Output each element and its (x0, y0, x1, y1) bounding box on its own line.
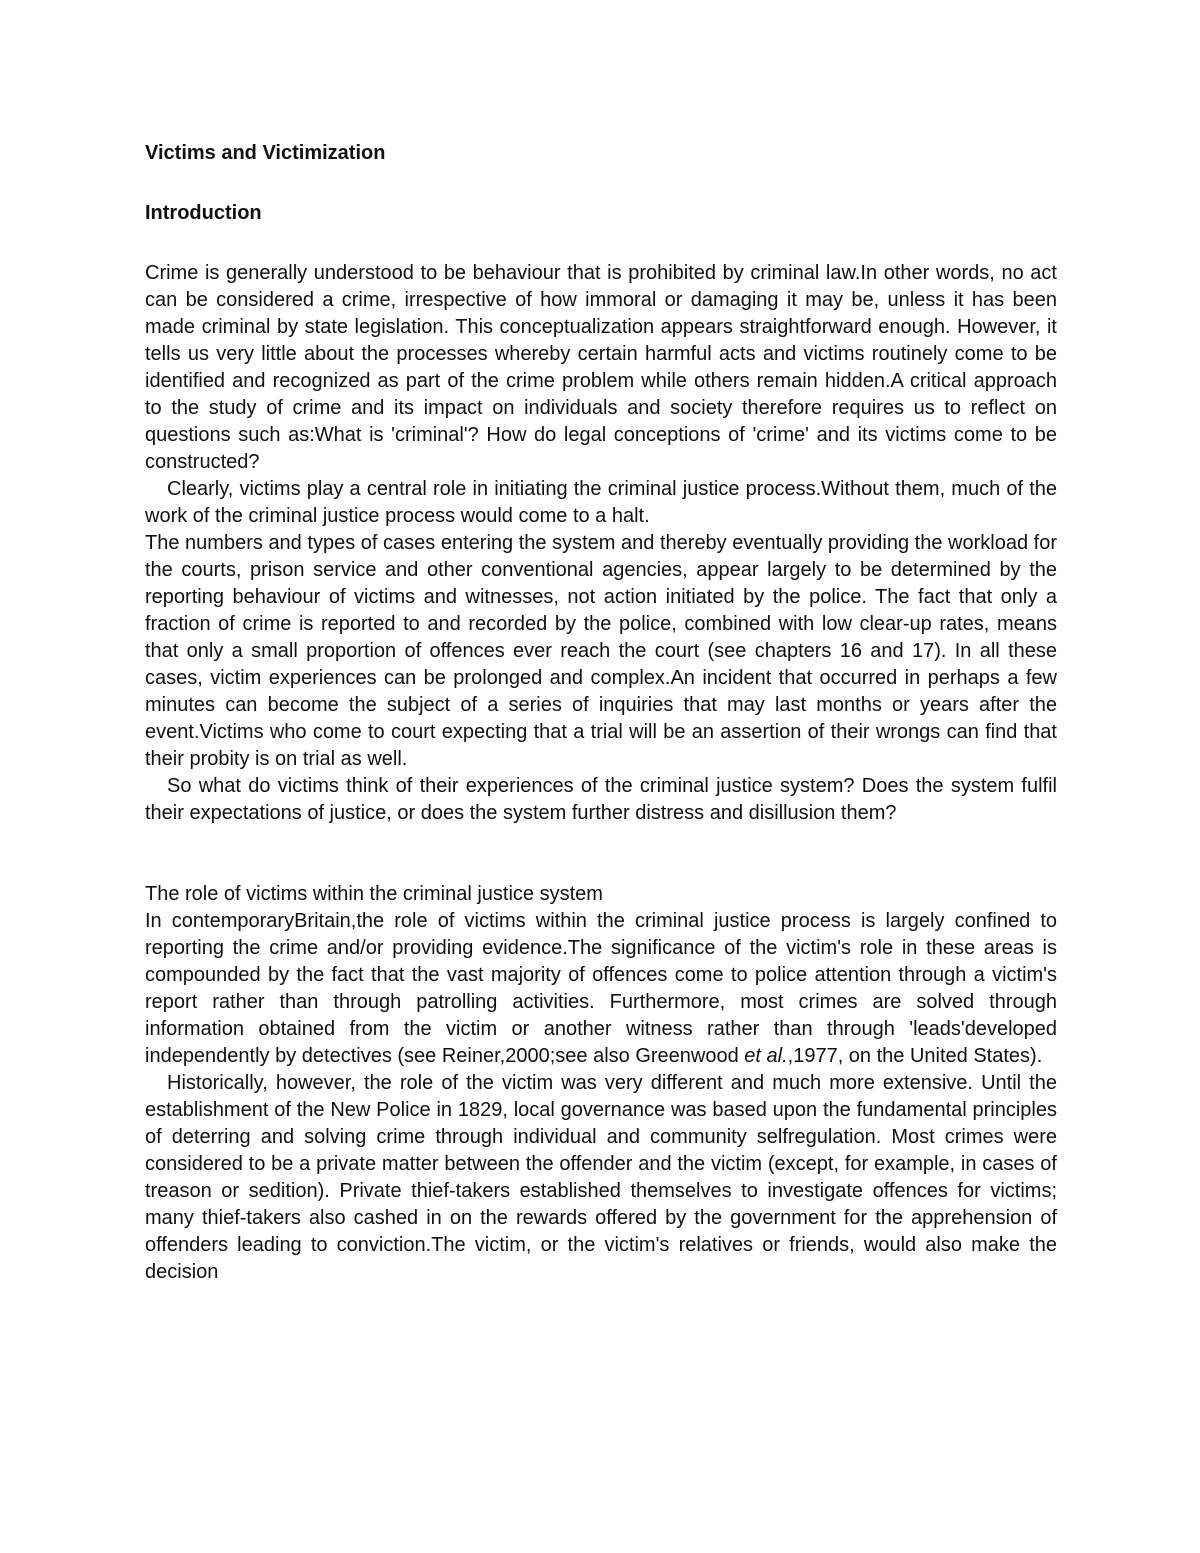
document-title: Victims and Victimization (145, 142, 386, 164)
document-page (145, 140, 1057, 1286)
role-paragraph-1-text: In contemporaryBritain,the role of victims within the criminal justice process is largely confined to reporting the crime and/or providing evidence.The significance of the victim's role in these areas is compounded by the fact that the vast majority of offences come to police attention through a victim's report rather than through patrolling activities. Furthermore, most crimes are solved through information obtained from the victim or another witness rather than through 'leads'developed independently by detectives (see Reiner,2000;see also Greenwood (145, 910, 1057, 1067)
section-spacer (145, 827, 1057, 881)
role-paragraph-1-citation-end: ,1977, on the United States). (787, 1045, 1043, 1067)
role-of-victims-heading: The role of victims within the criminal justice system (145, 883, 603, 905)
intro-paragraph-1: Crime is generally understood to be behaviour that is prohibited by criminal law.In other words, no act can be considered a crime, irrespective of how immoral or damaging it may be, unless it has been made criminal by state legislation. This conceptualization appears straightforward enough. However, it tells us very little about the processes whereby certain harmful acts and victims routinely come to be identified and recognized as part of the crime problem while others remain hidden.A critical approach to the study of crime and its impact on individuals and society therefore requires us to reflect on questions such as:What is 'criminal'? How do legal conceptions of 'crime' and its victims come to be constructed? (145, 262, 1057, 473)
citation-et-al: et al. (744, 1045, 788, 1067)
intro-paragraph-4: So what do victims think of their experiences of the criminal justice system? Does the system fulfil their expectations of justice, or does the system further distress and disillusion them? (145, 775, 1057, 824)
intro-paragraph-2: Clearly, victims play a central role in initiating the criminal justice process.Without them, much of the work of the criminal justice process would come to a halt. (145, 478, 1057, 527)
role-paragraph-1 (145, 908, 1057, 1070)
role-paragraph-2: Historically, however, the role of the victim was very different and much more extensive. Until the establishment of the New Police in 1829, local governance was based upon the fundamental principles of deterring and solving crime through individual and community selfregulation. Most crimes were considered to be a private matter between the offender and the victim (except, for example, in cases of treason or sedition). Private thief-takers established themselves to investigate offences for victims; many thief-takers also cashed in on the rewards offered by the government for the apprehension of offenders leading to conviction.The victim, or the victim's relatives or friends, would also make the decision (145, 1072, 1057, 1283)
introduction-heading: Introduction (145, 202, 262, 224)
intro-paragraph-3: The numbers and types of cases entering the system and thereby eventually providing the workload for the courts, prison service and other conventional agencies, appear largely to be determined by the reporting behaviour of victims and witnesses, not action initiated by the police. The fact that only a fraction of crime is reported to and recorded by the police, combined with low clear-up rates, means that only a small proportion of offences ever reach the court (see chapters 16 and 17). In all these cases, victim experiences can be prolonged and complex.An incident that occurred in perhaps a few minutes can become the subject of a series of inquiries that may last months or years after the event.Victims who come to court expecting that a trial will be an assertion of their wrongs can find that their probity is on trial as well. (145, 532, 1057, 770)
